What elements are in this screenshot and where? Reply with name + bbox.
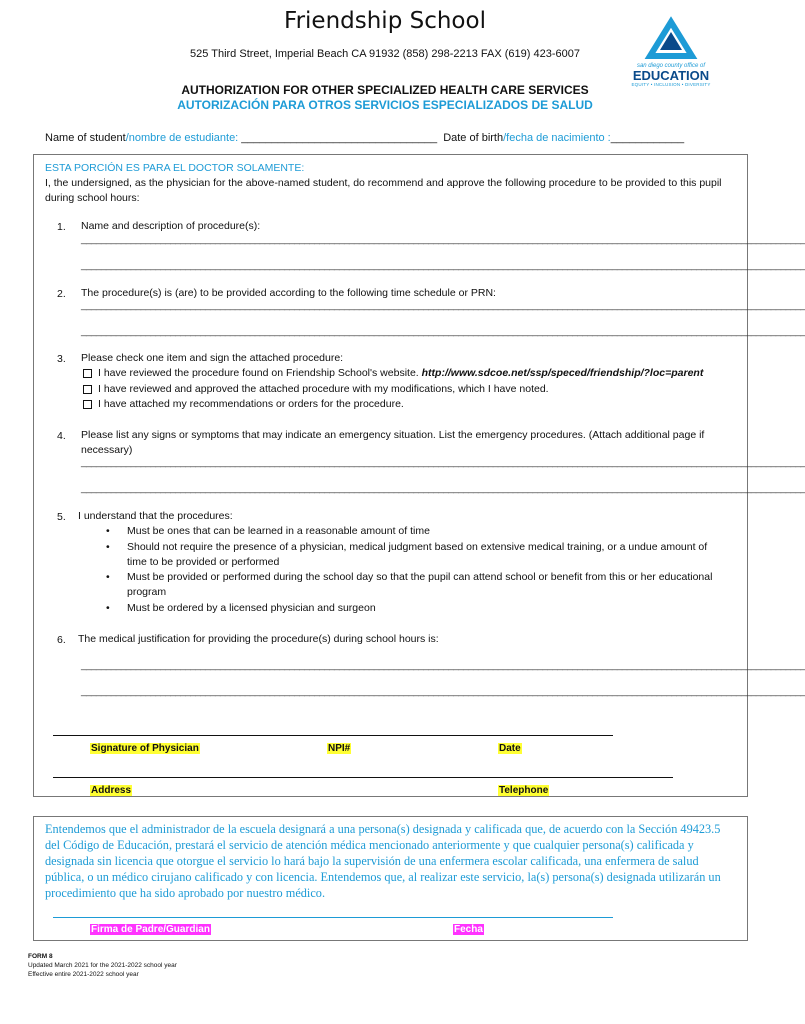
address-line[interactable] — [53, 777, 673, 778]
checkbox-icon[interactable] — [83, 385, 92, 394]
bullet-text: Must be ordered by a licensed physician and surgeon — [127, 602, 376, 614]
updated-note: Updated March 2021 for the 2021-2022 school year — [28, 962, 177, 969]
item-text: Name and description of procedure(s): — [81, 220, 261, 232]
student-info-line — [45, 132, 684, 144]
logo-line2: EDUCATION — [632, 68, 710, 83]
item-number: 5. — [57, 511, 66, 523]
address-label: Address — [91, 785, 132, 796]
logo-line3: EQUITY • INCLUSION • DIVERSITY — [631, 82, 711, 87]
answer-line[interactable]: __________________________________________________________________________________________________________________________________________________ — [81, 660, 805, 671]
bullet-icon: • — [106, 525, 110, 537]
checkbox-icon[interactable] — [83, 400, 92, 409]
item-number: 1. — [57, 221, 66, 233]
item-text: I understand that the procedures: — [78, 510, 233, 522]
checkbox-row[interactable]: I have attached my recommendations or orders for the procedure. — [83, 397, 404, 412]
item-number: 6. — [57, 634, 66, 646]
form-title-spanish: AUTORIZACIÓN PARA OTROS SERVICIOS ESPECIALIZADOS DE SALUD — [177, 98, 593, 112]
school-name: Friendship School — [284, 8, 486, 34]
telephone-label: Telephone — [499, 785, 549, 796]
student-name-field[interactable]: ________________________________ — [241, 132, 438, 144]
effective-note: Effective entire 2021-2022 school year — [28, 971, 139, 978]
bullet-icon: • — [106, 541, 110, 553]
dob-field[interactable]: ____________ — [610, 132, 685, 144]
bullet-text: Must be ones that can be learned in a reasonable amount of time — [127, 525, 430, 537]
doctor-only-header: ESTA PORCIÓN ES PARA EL DOCTOR SOLAMENTE: — [45, 162, 305, 174]
triangle-logo-icon — [630, 20, 712, 60]
logo-line1: san diego county office of — [636, 63, 706, 69]
item-text: The medical justification for providing the procedure(s) during school hours is: — [78, 633, 439, 645]
form-title-english: AUTHORIZATION FOR OTHER SPECIALIZED HEALTH CARE SERVICES — [181, 83, 589, 97]
bullet-text: Must be provided or performed during the school day so that the pupil can attend school or benefit from this or her educational program — [127, 571, 713, 598]
bullet-icon: • — [106, 602, 110, 614]
item-text: Please list any signs or symptoms that may indicate an emergency situation. List the emergency procedures. (Attach additional page if necessary) — [81, 429, 705, 456]
npi-label: NPI# — [328, 743, 351, 754]
procedure-link[interactable]: http://www.sdcoe.net/ssp/speced/friendship/?loc=parent — [421, 367, 704, 379]
bullet-icon: • — [106, 571, 110, 583]
sdcoe-logo — [630, 20, 712, 87]
answer-line[interactable]: __________________________________________________________________________________________________________________________________________________ — [81, 260, 805, 271]
date-label: Date — [499, 743, 521, 754]
item-text: The procedure(s) is (are) to be provided according to the following time schedule or PRN: — [81, 287, 496, 299]
checkbox-icon[interactable] — [83, 369, 92, 378]
signature-of-physician-label: Signature of Physician — [91, 743, 199, 754]
answer-line[interactable]: __________________________________________________________________________________________________________________________________________________ — [81, 234, 805, 245]
dob-label-es: /fecha de nacimiento : — [503, 132, 611, 144]
item-number: 4. — [57, 430, 66, 442]
student-name-label-es: /nombre de estudiante: — [125, 132, 242, 144]
physician-intro: I, the undersigned, as the physician for the above-named student, do recommend and approve the following procedure to be provided to this pupil during school hours: — [45, 177, 722, 204]
bullet-text: Should not require the presence of a physician, medical judgment based on extensive medical training, or a undue amount of time to be provided or performed — [127, 541, 708, 568]
parent-signature-label: Firma de Padre/Guardian — [91, 924, 210, 935]
item-number: 3. — [57, 353, 66, 365]
item-text: Please check one item and sign the attached procedure: — [81, 352, 344, 364]
item-number: 2. — [57, 288, 66, 300]
parent-signature-line[interactable] — [53, 917, 613, 918]
parent-consent-text: Entendemos que el administrador de la escuela designará a una persona(s) designada y calificada que, de acuerdo con la Sección 49423.5 del Código de Educación, prestará el servicio de atención médica mencionado anteriormente y que cualquier persona(s) calificada y designada sin licencia que otorgue el servicio lo hará bajo la supervisión de una enfermera escolar calificada, una enfermera de salud pública, o un médico cirujano calificado y con licencia. Entendemos que, al realizar este servicio, la(s) persona(s) designada utilizarán un procedimiento que ha sido aprobado por nuestro médico. — [45, 822, 721, 900]
answer-line[interactable]: __________________________________________________________________________________________________________________________________________________ — [81, 300, 805, 311]
checkbox-row[interactable]: I have reviewed and approved the attached procedure with my modifications, which I have noted. — [83, 382, 549, 397]
school-address: 525 Third Street, Imperial Beach CA 91932 (858) 298-2213 FAX (619) 423-6007 — [190, 48, 580, 60]
answer-line[interactable]: __________________________________________________________________________________________________________________________________________________ — [81, 686, 805, 697]
physician-section — [33, 154, 805, 797]
physician-signature-line[interactable] — [53, 735, 613, 736]
checkbox-row[interactable]: I have reviewed the procedure found on Friendship School's website. http://www.sdcoe.net/ssp/speced/friendship/?loc=parent — [83, 366, 703, 381]
answer-line[interactable]: __________________________________________________________________________________________________________________________________________________ — [81, 483, 805, 494]
parent-date-label: Fecha — [454, 924, 483, 935]
student-name-label: Name of student — [45, 132, 126, 144]
form-number: FORM 8 — [28, 953, 53, 960]
dob-label: Date of birth — [443, 132, 504, 144]
answer-line[interactable]: __________________________________________________________________________________________________________________________________________________ — [81, 457, 805, 468]
answer-line[interactable]: __________________________________________________________________________________________________________________________________________________ — [81, 326, 805, 337]
